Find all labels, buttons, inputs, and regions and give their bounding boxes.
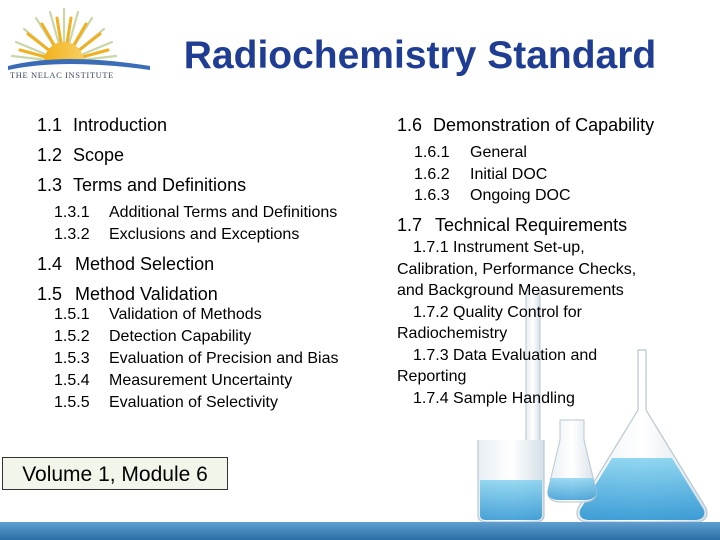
outline-subitem: 1.5.1 Validation of Methods (54, 306, 262, 323)
wrapped-line: 1.7.2 Quality Control for (413, 304, 582, 321)
footer-bar (0, 522, 720, 540)
nelac-logo (4, 4, 154, 80)
outline-subitem: 1.3.2 Exclusions and Exceptions (54, 226, 300, 243)
outline-item: 1.1 Introduction (37, 115, 168, 135)
wrapped-line: and Background Measurements (397, 282, 624, 299)
outline-item: 1.5 Method Validation (37, 284, 218, 304)
outline-item: 1.7 Technical Requirements (397, 215, 628, 235)
outline-subitem: 1.3.1 Additional Terms and Definitions (54, 204, 338, 221)
wrapped-line: 1.7.1 Instrument Set-up, (413, 239, 585, 256)
wrapped-line: 1.7.4 Sample Handling (413, 390, 575, 407)
outline-item: 1.2 Scope (37, 145, 125, 165)
outline-item: 1.4 Method Selection (37, 254, 215, 274)
wrapped-line: Calibration, Performance Checks, (397, 261, 637, 278)
logo-text: THE NELAC INSTITUTE (10, 70, 114, 80)
outline-item: 1.6 Demonstration of Capability (397, 115, 655, 135)
outline-item: 1.3 Terms and Definitions (37, 175, 247, 195)
wrapped-line: 1.7.3 Data Evaluation and (413, 347, 598, 364)
outline-subitem: 1.6.2 Initial DOC (414, 166, 548, 183)
outline-subitem: 1.5.2 Detection Capability (54, 328, 252, 345)
wrapped-line: Radiochemistry (397, 325, 508, 342)
outline-subitem: 1.5.4 Measurement Uncertainty (54, 372, 293, 389)
outline-subitem: 1.5.5 Evaluation of Selectivity (54, 394, 278, 411)
volume-label-box: Volume 1, Module 6 (2, 457, 228, 490)
slide-title: Radiochemistry Standard (183, 34, 657, 77)
outline-subitem: 1.6.1 General (414, 144, 527, 161)
sunburst-logo-icon (4, 4, 154, 80)
outline-subitem: 1.5.3 Evaluation of Precision and Bias (54, 350, 339, 367)
outline-subitem: 1.6.3 Ongoing DOC (414, 187, 571, 204)
wrapped-line: Reporting (397, 368, 467, 385)
